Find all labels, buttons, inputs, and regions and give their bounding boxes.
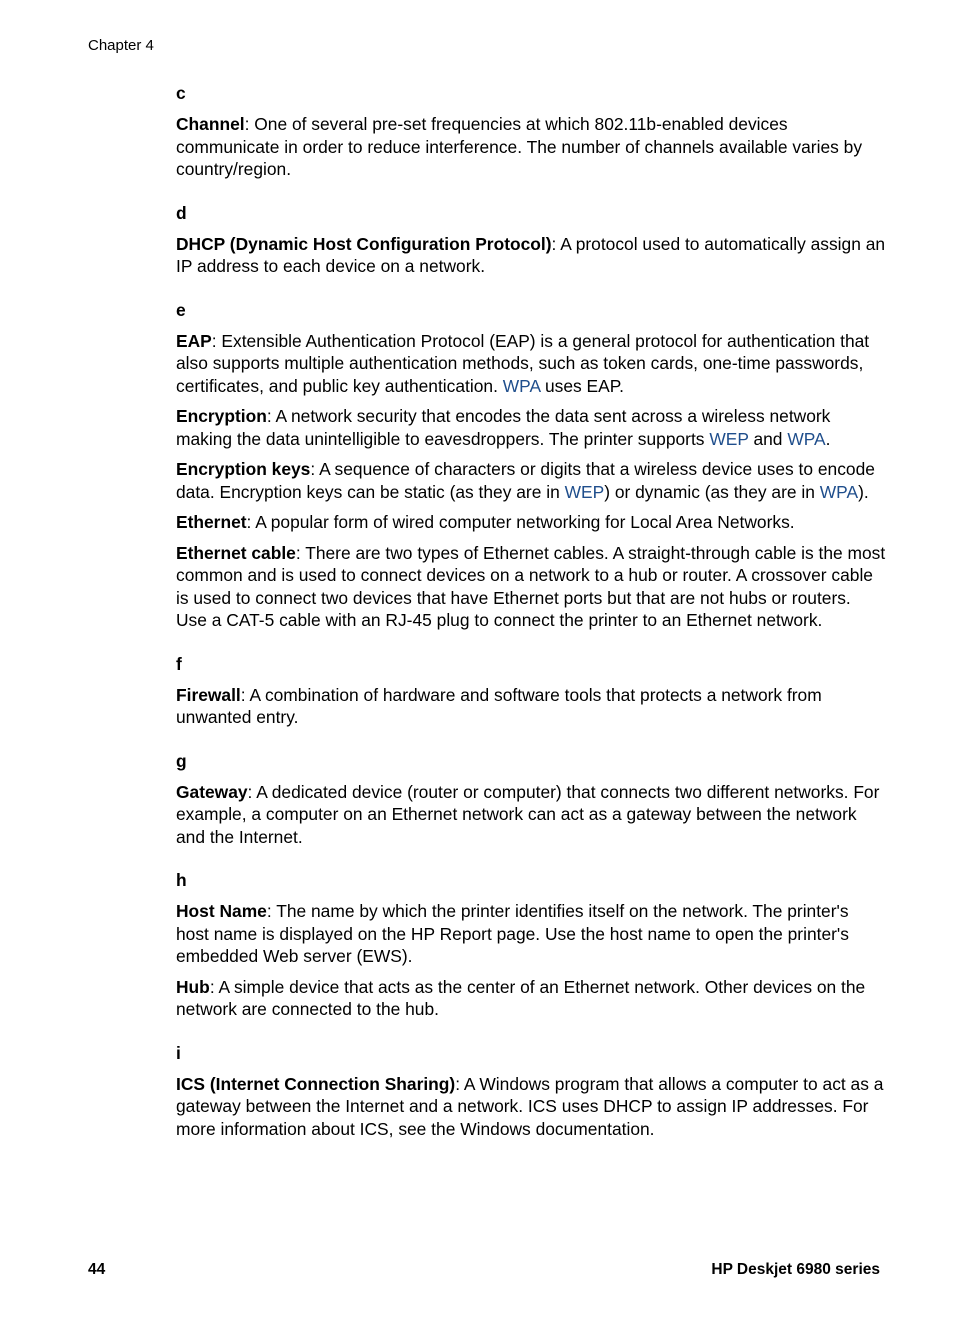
glossary-entry: [176, 1073, 886, 1141]
glossary-entry: [176, 233, 886, 278]
glossary-term: DHCP (Dynamic Host Configuration Protocol): [176, 233, 552, 254]
section-letter: f: [176, 653, 182, 674]
definition-text: : A network security that encodes the data sent across a wireless network making the data unintelligible to eavesdroppers. The printer supports: [176, 406, 831, 449]
glossary-content: [176, 83, 886, 1140]
glossary-entry: [176, 684, 886, 729]
glossary-entry: [176, 781, 886, 849]
chapter-header: Chapter 4: [88, 37, 154, 54]
definition-text: : One of several pre-set frequencies at which 802.11b-enabled devices communicate in order to reduce interference. The number of channels available varies by country/region.: [176, 114, 863, 179]
definition-text: uses EAP.: [540, 375, 624, 396]
definition-text: .: [825, 428, 831, 449]
definition-text: : A popular form of wired computer networking for Local Area Networks.: [246, 512, 795, 532]
section-letter: d: [176, 202, 187, 223]
section-letter: h: [176, 870, 187, 890]
definition-text: : A combination of hardware and software tools that protects a network from unwanted entry.: [176, 684, 822, 727]
product-name: HP Deskjet 6980 series: [711, 1261, 880, 1278]
glossary-section-e: [176, 300, 886, 632]
glossary-term: EAP: [176, 330, 212, 351]
definition-text: : A protocol used to automatically assign an IP address to each device on a network.: [176, 233, 886, 276]
glossary-entry: [176, 405, 886, 450]
glossary-entry: [176, 542, 886, 632]
glossary-term: Ethernet cable: [176, 542, 296, 563]
section-letter: e: [176, 299, 186, 320]
glossary-section-g: [176, 751, 886, 849]
glossary-term: Firewall: [176, 684, 241, 705]
glossary-term: Channel: [176, 114, 245, 134]
glossary-term: Gateway: [176, 781, 248, 802]
glossary-entry: [176, 330, 886, 398]
glossary-link-wpa[interactable]: WPA: [502, 375, 541, 396]
definition-text: and: [748, 428, 788, 449]
glossary-term: Encryption: [176, 406, 267, 426]
definition-text: : A simple device that acts as the center of an Ethernet network. Other devices on the network are connected to the hub.: [176, 976, 866, 1019]
glossary-section-c: [176, 83, 886, 181]
section-letter: c: [176, 83, 186, 103]
section-letter: g: [176, 750, 187, 771]
glossary-link-wep[interactable]: WEP: [709, 428, 749, 449]
glossary-term: Encryption keys: [176, 459, 311, 479]
glossary-link-wpa[interactable]: WPA: [819, 481, 859, 502]
definition-text: : A Windows program that allows a computer to act as a gateway between the Internet and a network. ICS uses DHCP to assign IP addresses. For more information about ICS, see the Windows documentation.: [176, 1073, 884, 1139]
definition-text: : There are two types of Ethernet cables. A straight-through cable is the most common and is used to connect devices on a network to a hub or router. A crossover cable is used to connect two devices that have Ethernet ports but that are not hubs or routers. Use a CAT-5 cable with an RJ-45 plug to connect the printer to an Ethernet network.: [176, 542, 886, 630]
glossary-section-i: [176, 1043, 886, 1141]
glossary-entry: [176, 976, 886, 1021]
definition-text: : A sequence of characters or digits that a wireless device uses to encode data. Encryption keys can be static (as they are in: [176, 459, 875, 502]
glossary-section-h: [176, 870, 886, 1021]
definition-text: : The name by which the printer identifies itself on the network. The printer's host name is displayed on the HP Report page. Use the host name to open the printer's embedded Web server (EWS).: [176, 901, 849, 966]
glossary-term: Hub: [176, 976, 210, 997]
glossary-section-f: [176, 654, 886, 729]
glossary-link-wpa[interactable]: WPA: [787, 428, 826, 449]
definition-text: ) or dynamic (as they are in: [604, 481, 820, 502]
definition-text: ).: [858, 481, 869, 502]
glossary-term: Ethernet: [176, 512, 247, 532]
glossary-term: Host Name: [176, 901, 267, 921]
glossary-section-d: [176, 203, 886, 278]
section-letter: i: [176, 1042, 181, 1063]
glossary-term: ICS (Internet Connection Sharing): [176, 1073, 456, 1094]
glossary-entry: [176, 458, 886, 503]
glossary-entry: [176, 113, 886, 181]
definition-text: : A dedicated device (router or computer) that connects two different networks. For example, a computer on an Ethernet network can act as a gateway between the network and the Internet.: [176, 781, 880, 847]
glossary-link-wep[interactable]: WEP: [564, 481, 605, 502]
glossary-entry: [176, 900, 886, 968]
definition-text: : Extensible Authentication Protocol (EAP) is a general protocol for authentication that also supports multiple authentication methods, such as token cards, one-time passwords, certificates, and public key authentication.: [176, 330, 870, 396]
glossary-entry: [176, 511, 886, 534]
page-number: 44: [88, 1261, 106, 1278]
